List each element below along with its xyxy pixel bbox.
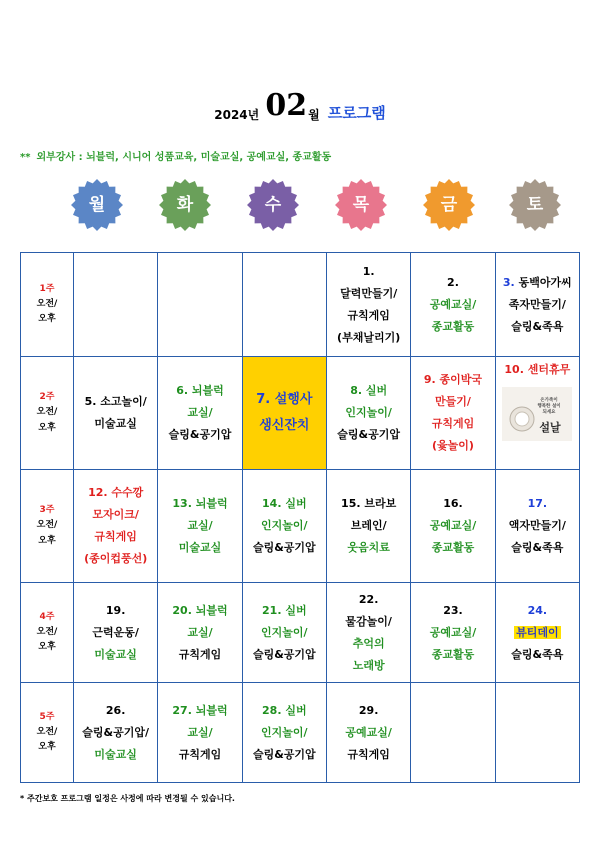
title-month: 02 — [265, 88, 308, 123]
day-cell-feb-3: 3. 동백아가씨 족자만들기/ 슬링&족욕 — [495, 253, 579, 357]
weekday-badge-mon: 월 — [71, 179, 123, 231]
note-mark: ** — [20, 152, 31, 163]
day-cell-empty — [158, 253, 242, 357]
week-label: 3주 오전/ 오후 — [21, 470, 74, 583]
day-cell-feb-14: 14. 실버 인지놀이/ 슬링&공기압 — [242, 470, 326, 583]
day-cell-feb-9: 9. 종이박국 만들기/ 규칙게임 (윷놀이) — [411, 357, 495, 470]
day-cell-feb-5: 5. 소고놀이/ 미술교실 — [74, 357, 158, 470]
day-cell-feb-24: 24. 뷰티데이 슬링&족욕 — [495, 583, 579, 683]
day-cell-feb-26: 26. 슬링&공기압/ 미술교실 — [74, 683, 158, 783]
day-cell-empty — [74, 253, 158, 357]
day-cell-feb-21: 21. 실버 인지놀이/ 슬링&공기압 — [242, 583, 326, 683]
new-year-greeting-card — [502, 387, 572, 441]
week-label: 1주 오전/ 오후 — [21, 253, 74, 357]
weekday-badges — [71, 179, 561, 231]
program-calendar — [20, 252, 580, 783]
weekday-badge-tue: 화 — [159, 179, 211, 231]
calendar-week-row — [21, 253, 580, 357]
day-cell-feb-10: 10. 센터휴무 온가족이 행복한 설이 되세요 설날 — [495, 357, 579, 470]
day-cell-feb-29: 29. 공예교실/ 규칙게임 — [326, 683, 410, 783]
beauty-day-highlight: 뷰티데이 — [516, 625, 559, 639]
week-label: 2주 오전/ 오후 — [21, 357, 74, 470]
weekday-badge-sat: 토 — [509, 179, 561, 231]
day-cell-feb-1: 1. 달력만들기/ 규칙게임 (부채날리기) — [326, 253, 410, 357]
day-cell-empty — [411, 683, 495, 783]
weekday-badge-thu: 목 — [335, 179, 387, 231]
svg-text:행복한 설이: 행복한 설이 — [537, 404, 561, 409]
day-cell-feb-12: 12. 수수깡 모자이크/ 규칙게임 (종이컵풍선) — [74, 470, 158, 583]
week-label: 4주 오전/ 오후 — [21, 583, 74, 683]
day-cell-feb-20: 20. 뇌블럭 교실/ 규칙게임 — [158, 583, 242, 683]
external-instructors-note — [20, 148, 331, 163]
calendar-week-row — [21, 583, 580, 683]
day-cell-empty — [495, 683, 579, 783]
day-cell-feb-15: 15. 브라보 브레인/ 웃음치료 — [326, 470, 410, 583]
svg-text:설날: 설날 — [539, 421, 561, 434]
weekday-badge-fri: 금 — [423, 179, 475, 231]
week-label: 5주 오전/ 오후 — [21, 683, 74, 783]
title-month-unit: 월 — [308, 108, 320, 122]
day-cell-feb-28: 28. 실버 인지놀이/ 슬링&공기압 — [242, 683, 326, 783]
day-cell-empty — [242, 253, 326, 357]
calendar-week-row — [21, 470, 580, 583]
title-year: 2024년 — [214, 108, 260, 122]
day-cell-feb-27: 27. 뇌블럭 교실/ 규칙게임 — [158, 683, 242, 783]
day-cell-feb-22: 22. 물감놀이/ 추억의 노래방 — [326, 583, 410, 683]
day-cell-feb-2: 2. 공예교실/ 종교활동 — [411, 253, 495, 357]
day-cell-feb-16: 16. 공예교실/ 종교활동 — [411, 470, 495, 583]
calendar-week-row — [21, 683, 580, 783]
day-cell-feb-6: 6. 뇌블럭 교실/ 슬링&공기압 — [158, 357, 242, 470]
note-text: 외부강사 : 뇌블럭, 시니어 성품교육, 미술교실, 공예교실, 종교활동 — [36, 152, 332, 163]
day-cell-feb-17: 17. 액자만들기/ 슬링&족욕 — [495, 470, 579, 583]
page-title — [0, 88, 600, 128]
svg-text:온가족이: 온가족이 — [540, 398, 559, 403]
footer-note: * 주간보호 프로그램 일정은 사정에 따라 변경될 수 있습니다. — [20, 794, 235, 803]
day-cell-feb-7: 7. 설행사 생신잔치 — [242, 357, 326, 470]
calendar-week-row — [21, 357, 580, 470]
day-cell-feb-8: 8. 실버 인지놀이/ 슬링&공기압 — [326, 357, 410, 470]
day-cell-feb-19: 19. 근력운동/ 미술교실 — [74, 583, 158, 683]
weekday-badge-wed: 수 — [247, 179, 299, 231]
day-cell-feb-13: 13. 뇌블럭 교실/ 미술교실 — [158, 470, 242, 583]
title-program: 프로그램 — [327, 104, 386, 122]
svg-text:되세요: 되세요 — [542, 410, 556, 415]
day-cell-feb-23: 23. 공예교실/ 종교활동 — [411, 583, 495, 683]
